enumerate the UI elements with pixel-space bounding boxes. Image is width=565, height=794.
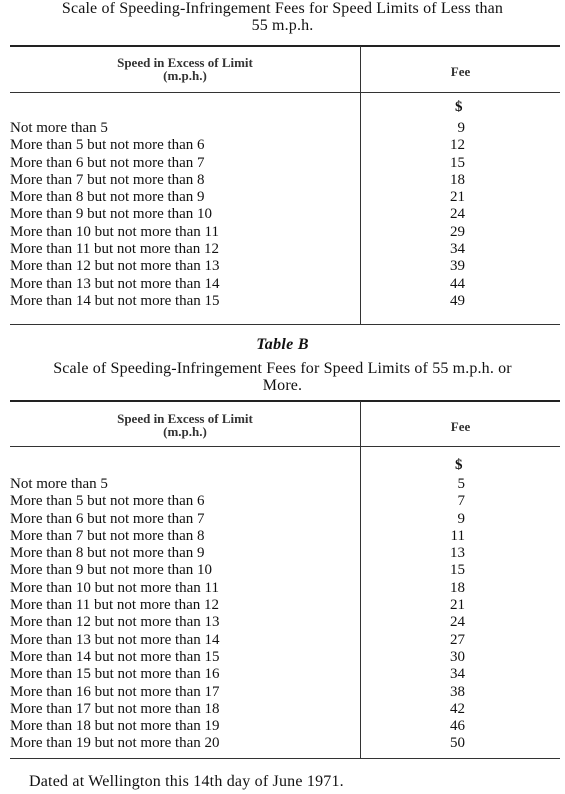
fee-value: 24 [450, 614, 465, 631]
speed-range-label: More than 6 but not more than 7 [10, 154, 205, 171]
speed-range-label: Not more than 5 [10, 476, 108, 492]
fee-value: 30 [450, 648, 465, 665]
table-row [10, 172, 560, 189]
fee-value: 34 [450, 666, 465, 683]
dated-line: Dated at Wellington this 14th day of June 1971. [29, 773, 344, 790]
speed-range-label: More than 19 but not more than 20 [10, 735, 220, 752]
table-row [10, 206, 560, 223]
table-a-header-speed-line2: (m.p.h.) [163, 68, 207, 83]
table-b-caption-line2: More. [262, 377, 303, 394]
table-a-currency-symbol: $ [455, 99, 463, 115]
speed-range-label: More than 7 but not more than 8 [10, 171, 205, 188]
fee-value: 29 [450, 223, 465, 240]
table-row [10, 511, 560, 528]
table-a-caption-line2: 55 m.p.h. [251, 17, 314, 34]
table-a-header-fee: Fee [450, 64, 471, 79]
table-row [10, 649, 560, 666]
table-row [10, 666, 560, 683]
table-row [10, 528, 560, 545]
speed-range-label: More than 12 but not more than 13 [10, 614, 220, 631]
fee-value: 27 [450, 631, 465, 648]
fee-value: 39 [450, 258, 465, 275]
table-row [10, 545, 560, 562]
table-row [10, 276, 560, 293]
table-b-top-rule [10, 400, 560, 402]
speed-range-label: More than 5 but not more than 6 [10, 137, 205, 154]
speed-range-label: More than 16 but not more than 17 [10, 683, 220, 700]
table-row [10, 224, 560, 241]
table-row [10, 562, 560, 579]
fee-value: 21 [450, 597, 465, 614]
table-b-header-speed-line1: Speed in Excess of Limit [117, 411, 253, 426]
fee-value: 5 [457, 476, 465, 492]
fee-value: 7 [457, 493, 465, 510]
table-row [10, 701, 560, 718]
fee-value: 18 [450, 171, 465, 188]
table-a-bottom-rule [10, 324, 560, 325]
fee-value: 49 [450, 292, 465, 309]
table-row [10, 293, 560, 310]
speed-range-label: More than 13 but not more than 14 [10, 631, 220, 648]
fee-value: 42 [450, 700, 465, 717]
fee-value: 15 [450, 562, 465, 579]
table-a-body [10, 120, 560, 310]
table-a-caption-line1: Scale of Speeding-Infringement Fees for Speed Limits of Less than [61, 0, 504, 17]
table-row [10, 493, 560, 510]
speed-range-label: More than 8 but not more than 9 [10, 545, 205, 562]
table-row [10, 684, 560, 701]
speed-range-label: More than 11 but not more than 12 [10, 241, 219, 258]
speed-range-label: More than 15 but not more than 16 [10, 666, 220, 683]
table-row [10, 614, 560, 631]
fee-value: 38 [450, 683, 465, 700]
speed-range-label: More than 10 but not more than 11 [10, 223, 219, 240]
speed-range-label: More than 9 but not more than 10 [10, 206, 213, 223]
table-b-bottom-rule [10, 758, 560, 759]
table-row [10, 137, 560, 154]
speed-range-label: More than 12 but not more than 13 [10, 258, 220, 275]
fee-value: 44 [450, 275, 465, 292]
table-b-title: Table B [256, 336, 309, 353]
table-row [10, 241, 560, 258]
speed-range-label: More than 8 but not more than 9 [10, 189, 205, 206]
fee-value: 12 [450, 137, 465, 154]
speed-range-label: More than 17 but not more than 18 [10, 700, 220, 717]
fee-value: 13 [450, 545, 465, 562]
table-a-header-speed-line1: Speed in Excess of Limit [117, 55, 253, 70]
table-row [10, 580, 560, 597]
table-row [10, 258, 560, 275]
table-b-header-speed [10, 412, 360, 438]
speed-range-label: More than 11 but not more than 12 [10, 597, 219, 614]
speed-range-label: More than 5 but not more than 6 [10, 493, 205, 510]
speed-range-label: More than 10 but not more than 11 [10, 579, 219, 596]
table-b-caption [6, 360, 559, 394]
table-a-top-rule [10, 45, 560, 47]
table-a-caption [6, 0, 559, 34]
table-row [10, 597, 560, 614]
table-a-header-rule [10, 92, 560, 93]
fee-value: 9 [457, 510, 465, 527]
table-b-caption-line1: Scale of Speeding-Infringement Fees for Speed Limits of 55 m.p.h. or [53, 360, 512, 377]
speed-range-label: More than 13 but not more than 14 [10, 275, 220, 292]
speed-range-label: More than 14 but not more than 15 [10, 648, 220, 665]
table-b-header-fee: Fee [450, 419, 471, 434]
table-row [10, 120, 560, 137]
fee-value: 18 [450, 579, 465, 596]
fee-value: 11 [450, 527, 465, 544]
speed-range-label: More than 18 but not more than 19 [10, 718, 220, 735]
table-b-currency-symbol: $ [455, 457, 463, 473]
table-row [10, 155, 560, 172]
speed-range-label: Not more than 5 [10, 120, 108, 136]
table-b-header-speed-line2: (m.p.h.) [163, 424, 207, 439]
fee-value: 34 [450, 241, 465, 258]
fee-value: 46 [450, 718, 465, 735]
speed-range-label: More than 7 but not more than 8 [10, 527, 205, 544]
fee-value: 15 [450, 154, 465, 171]
speed-range-label: More than 9 but not more than 10 [10, 562, 213, 579]
table-row [10, 735, 560, 752]
table-b-body [10, 476, 560, 753]
speed-range-label: More than 14 but not more than 15 [10, 292, 220, 309]
table-row [10, 476, 560, 493]
table-row [10, 718, 560, 735]
speed-range-label: More than 6 but not more than 7 [10, 510, 205, 527]
fee-value: 24 [450, 206, 465, 223]
table-row [10, 632, 560, 649]
fee-value: 50 [450, 735, 465, 752]
table-row [10, 189, 560, 206]
table-a-header-speed [10, 56, 360, 82]
fee-value: 21 [450, 189, 465, 206]
table-b-header-rule [10, 446, 560, 447]
fee-value: 9 [457, 120, 465, 136]
